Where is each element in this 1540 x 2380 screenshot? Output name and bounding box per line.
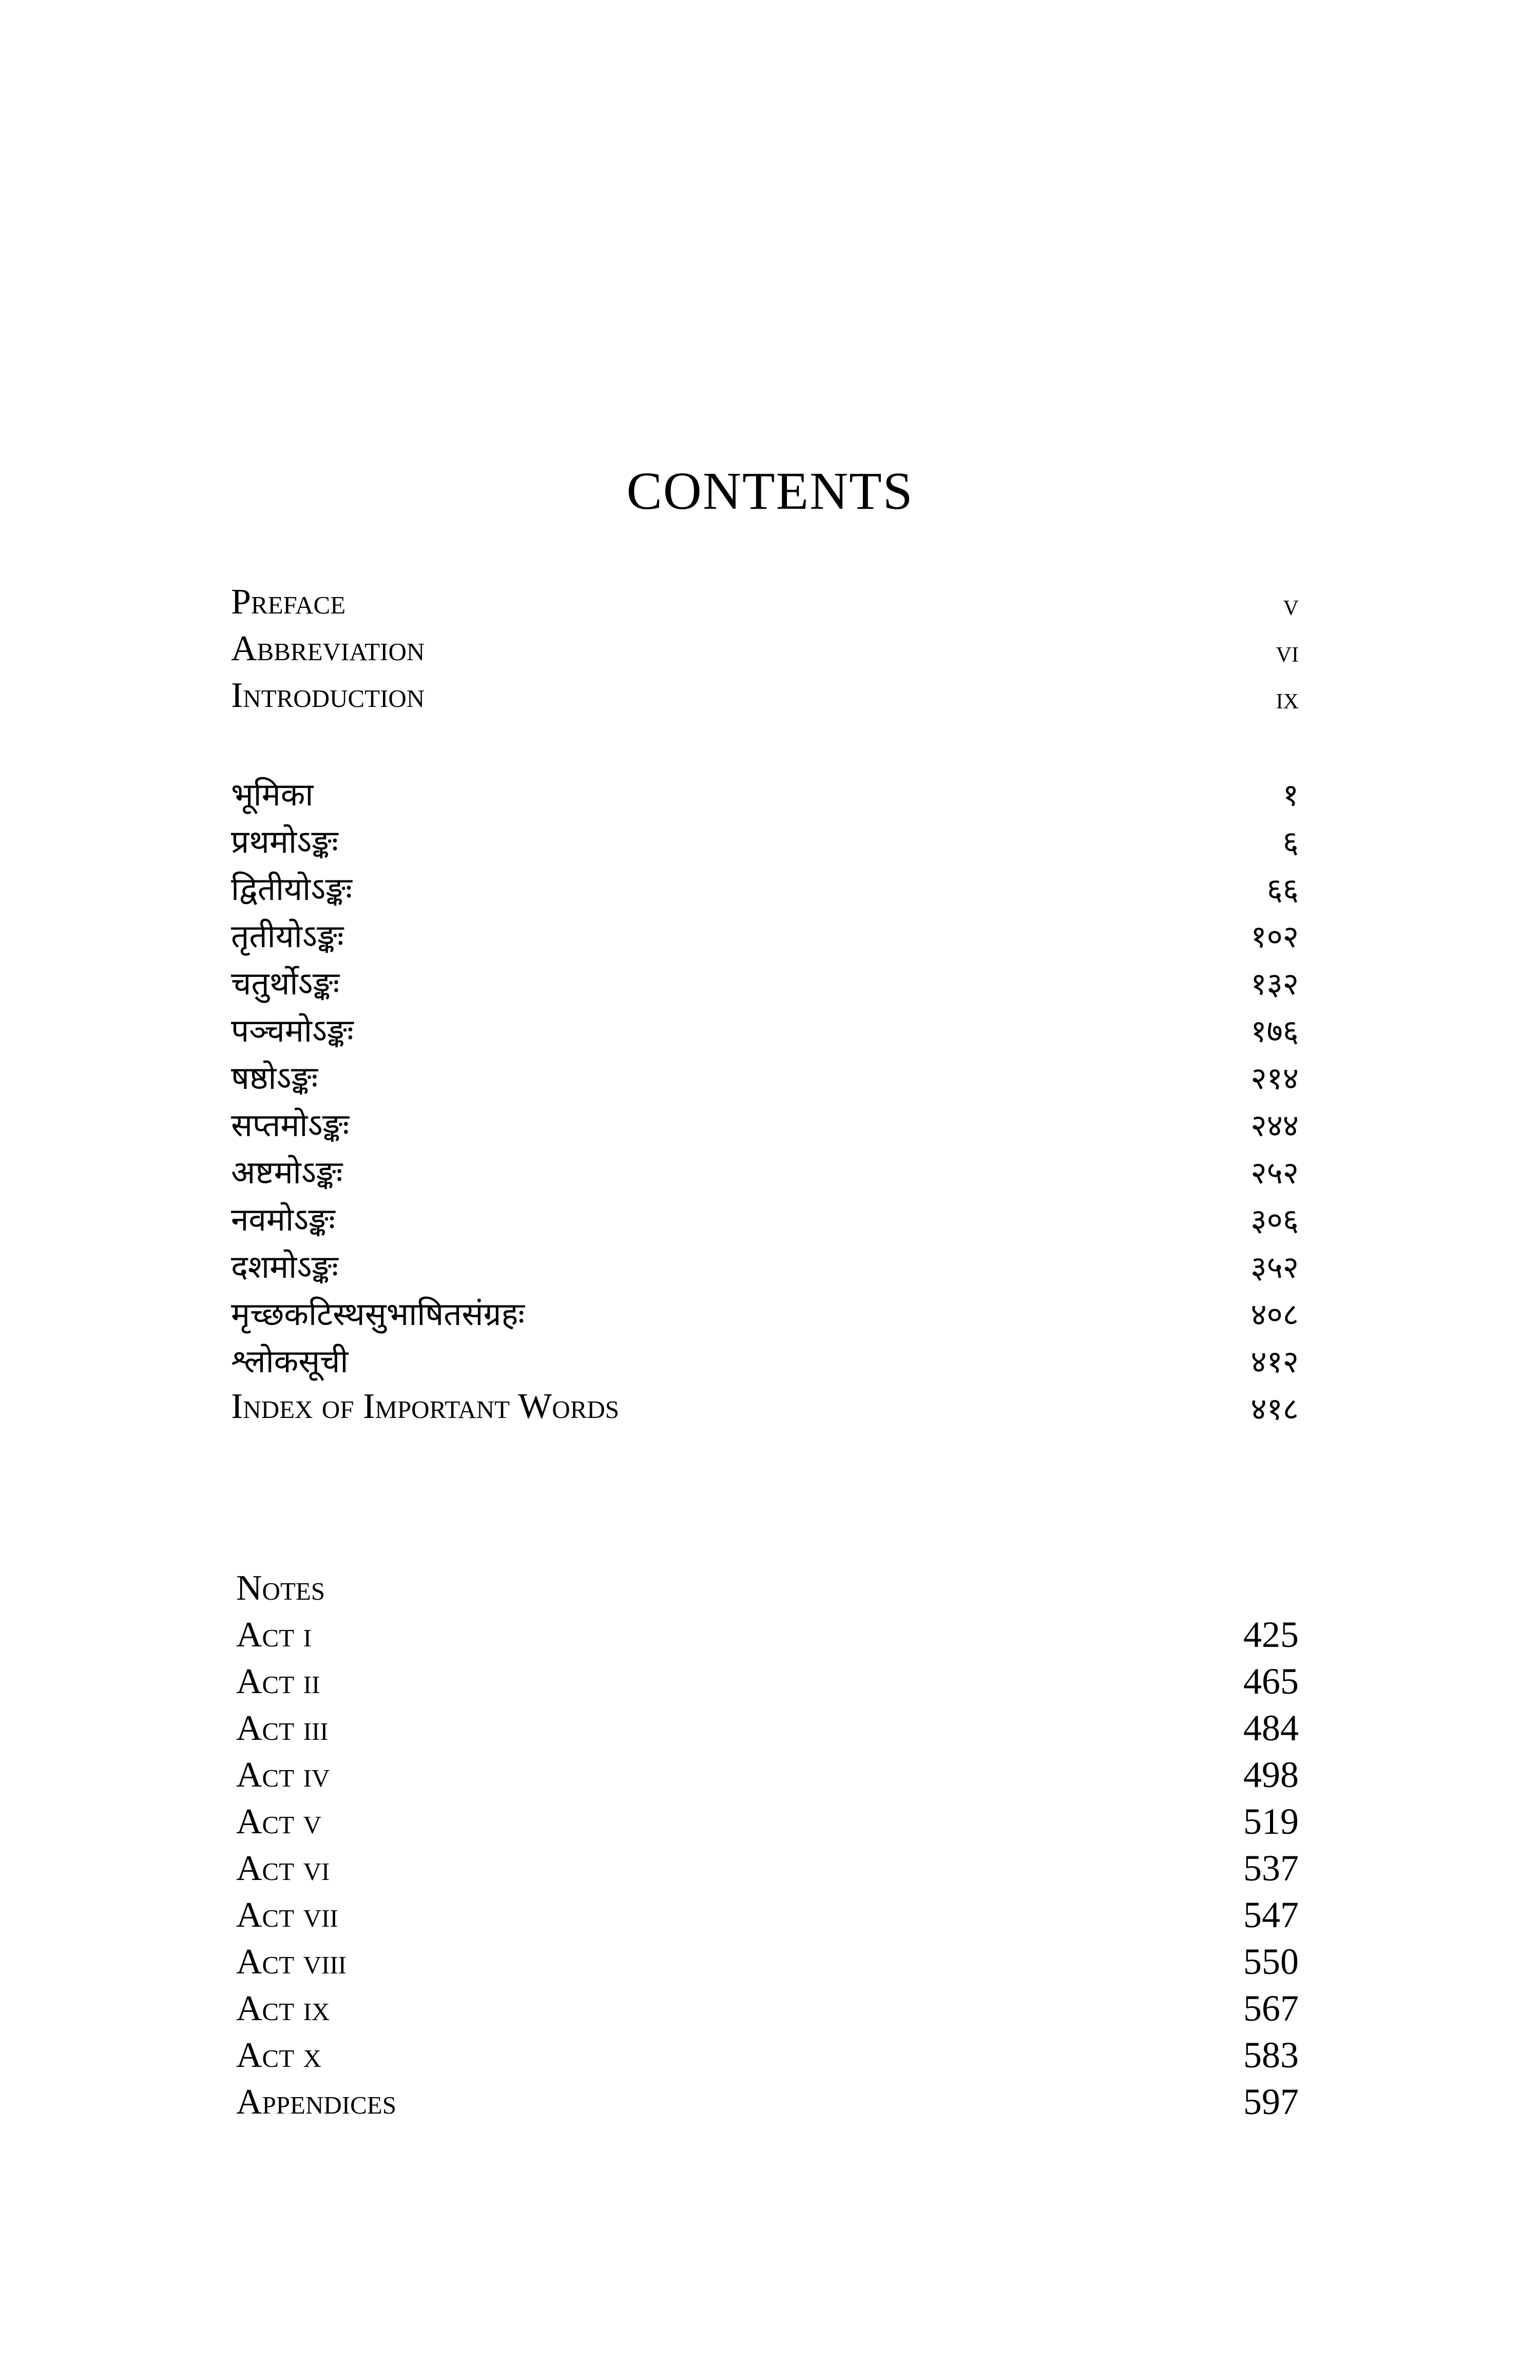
toc-label: Act i [236, 1615, 312, 1655]
toc-label: श्लोकसूची [231, 1342, 349, 1380]
toc-row [231, 671, 1299, 718]
toc-page: ६ [1282, 824, 1299, 860]
toc-label: चतुर्थोऽङ्कः [231, 965, 340, 1002]
toc-row [231, 1240, 1299, 1287]
toc-row [231, 862, 1299, 909]
toc-page: १७६ [1250, 1013, 1299, 1049]
toc-label: पञ्चमोऽङ्कः [231, 1012, 354, 1049]
toc-page: 484 [1243, 1707, 1299, 1749]
toc-row [231, 1334, 1299, 1381]
toc-page: 583 [1243, 2034, 1299, 2076]
toc-page: 519 [1243, 1801, 1299, 1842]
toc-row [231, 1004, 1299, 1051]
toc-label: भूमिका [231, 776, 314, 813]
toc-page: ३०६ [1250, 1202, 1299, 1238]
toc-label: Act v [236, 1802, 322, 1841]
toc-label: Act x [236, 2036, 322, 2075]
toc-page: ४०८ [1250, 1297, 1299, 1333]
toc-label: Introduction [231, 676, 425, 715]
toc-label: मृच्छकटिस्थसुभाषितसंग्रहः [231, 1295, 525, 1333]
toc-row [231, 1287, 1299, 1334]
toc-row [231, 1098, 1299, 1145]
toc-row [231, 624, 1299, 671]
toc-row [231, 1145, 1299, 1193]
toc-page: ६६ [1266, 872, 1299, 908]
toc-label: द्वितीयोऽङ्कः [231, 870, 352, 908]
toc-row [231, 1891, 1299, 1937]
toc-page: २१४ [1250, 1061, 1299, 1097]
toc-page: १ [1282, 777, 1299, 813]
toc-label: षष्ठोऽङ्कः [231, 1059, 318, 1097]
toc-page: ix [1276, 681, 1299, 715]
toc-page: vi [1276, 635, 1299, 668]
toc-row [231, 1657, 1299, 1704]
toc-page: 567 [1243, 1988, 1299, 2029]
toc-row [231, 909, 1299, 956]
toc-page: 425 [1243, 1614, 1299, 1655]
toc-page: १३२ [1250, 966, 1299, 1002]
page-title: CONTENTS [626, 462, 914, 521]
toc-page: 498 [1243, 1754, 1299, 1795]
toc-row [231, 815, 1299, 862]
toc-page: २५२ [1250, 1155, 1299, 1191]
toc-label: Act iii [236, 1709, 329, 1748]
toc-page: १०२ [1250, 919, 1299, 955]
toc-row [231, 578, 1299, 624]
toc-row [231, 1610, 1299, 1657]
toc-label: Preface [231, 582, 346, 622]
toc-label: Act iv [236, 1755, 330, 1795]
toc-row [231, 1704, 1299, 1751]
toc-row [231, 1051, 1299, 1098]
toc-row [231, 956, 1299, 1004]
sanskrit-contents-list [231, 767, 1299, 1429]
toc-label: दशमोऽङ्कः [231, 1248, 338, 1285]
toc-page: v [1283, 588, 1299, 622]
toc-row [231, 1193, 1299, 1240]
front-matter-list [231, 578, 1299, 718]
notes-heading: Notes [236, 1568, 325, 1608]
toc-label: Abbreviation [231, 629, 425, 668]
toc-label: प्रथमोऽङ्कः [231, 823, 338, 860]
toc-row [231, 1984, 1299, 2031]
toc-page: २४४ [1250, 1108, 1299, 1144]
toc-label: Act viii [236, 1942, 347, 1982]
toc-label: Appendices [236, 2082, 396, 2122]
toc-label: नवमोऽङ्कः [231, 1201, 335, 1238]
toc-label: तृतीयोऽङ्कः [231, 917, 344, 955]
toc-page: 465 [1243, 1661, 1299, 1702]
toc-label: Act vi [236, 1849, 330, 1888]
toc-row [231, 767, 1299, 815]
toc-label: Act vii [236, 1895, 338, 1935]
toc-row [231, 2031, 1299, 2078]
toc-row [231, 2078, 1299, 2124]
toc-row [231, 1844, 1299, 1891]
toc-page: ४१२ [1250, 1344, 1299, 1380]
toc-label: Act ix [236, 1989, 330, 2028]
toc-row [231, 1797, 1299, 1844]
toc-page: ४१८ [1250, 1391, 1299, 1427]
toc-row [231, 1937, 1299, 1984]
toc-page: 550 [1243, 1941, 1299, 1982]
toc-page: 547 [1243, 1894, 1299, 1935]
toc-label: अष्टमोऽङ्कः [231, 1154, 343, 1191]
toc-page: 597 [1243, 2081, 1299, 2122]
toc-label: सप्तमोऽङ्कः [231, 1106, 350, 1144]
toc-row [231, 1751, 1299, 1797]
notes-list [231, 1563, 1299, 2124]
toc-row [231, 1381, 1299, 1429]
toc-page: 537 [1243, 1848, 1299, 1889]
toc-page: ३५२ [1250, 1250, 1299, 1285]
toc-label: Index of Important Words [231, 1387, 620, 1426]
notes-heading-row [231, 1563, 1299, 1610]
toc-label: Act ii [236, 1662, 320, 1701]
